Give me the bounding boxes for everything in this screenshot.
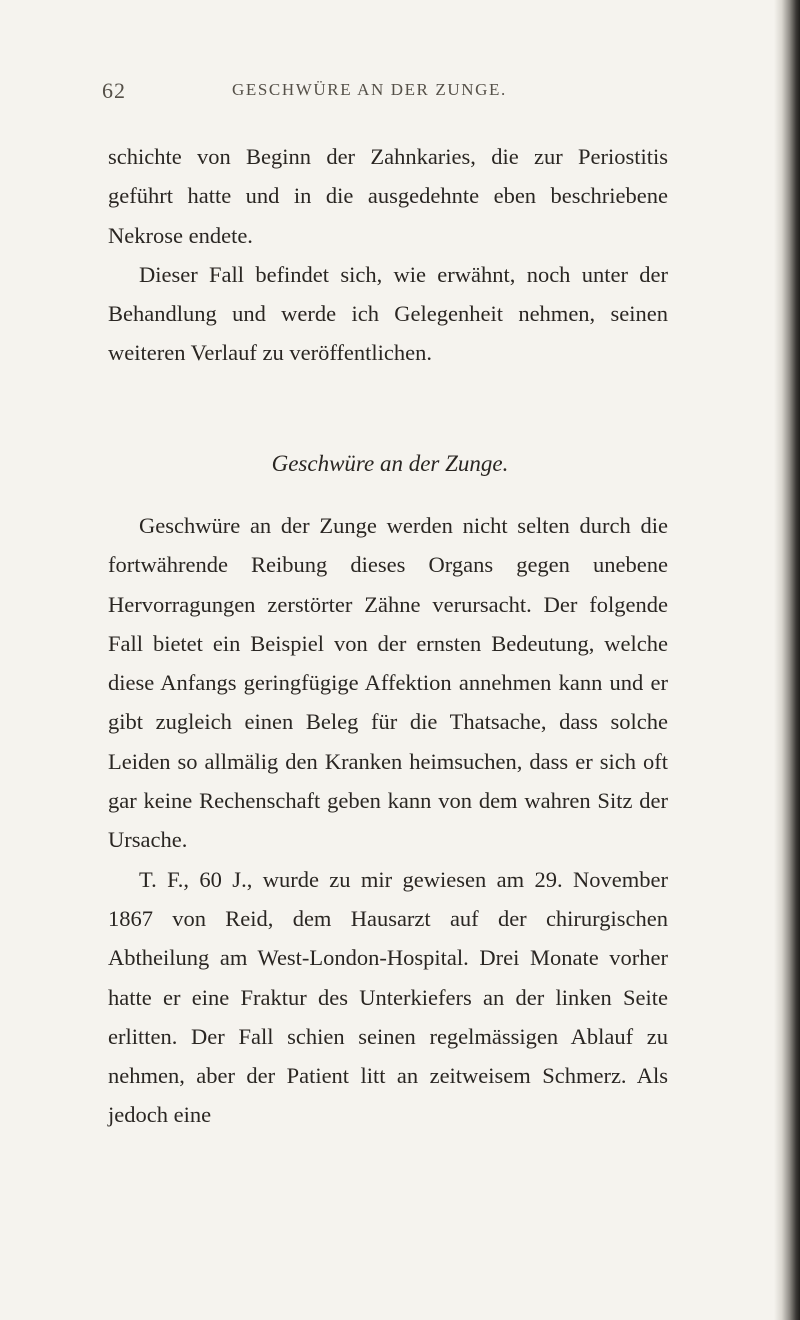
running-head: GESCHWÜRE AN DER ZUNGE.	[232, 80, 507, 99]
page-header	[0, 78, 800, 118]
page-number: 62	[102, 78, 126, 103]
paragraph: T. F., 60 J., wurde zu mir gewiesen am 29. November 1867 von Reid, dem Hausarzt auf der chirurgischen Abtheilung am West-London-Hospital. Drei Monate vorher hatte er eine Fraktur des Unterkiefers an der linken Seite erlitten. Der Fall schien seinen regelmässigen Ablauf zu nehmen, aber der Patient litt an zeitweisem Schmerz. Als jedoch eine	[108, 866, 668, 1128]
paragraph-continuation: schichte von Beginn der Zahnkaries, die zur Periostitis geführt hatte und in die ausgedehnte eben beschriebene Nekrose endete.	[108, 144, 668, 248]
paragraph: Geschwüre an der Zunge werden nicht selten durch die fortwährende Reibung dieses Organs gegen unebene Hervorragungen zerstörter Zähne verursacht. Der folgende Fall bietet ein Beispiel von der ernsten Bedeutung, welche diese Anfangs geringfügige Affektion annehmen kann und er gibt zugleich einen Beleg für die Thatsache, dass solche Leiden so allmälig den Kranken heimsuchen, dass er sich oft gar keine Rechenschaft geben kann von dem wahren Sitz der Ursache.	[108, 513, 668, 853]
page-edge-shadow	[774, 0, 800, 1320]
body-text-top	[108, 137, 668, 373]
section-title: Geschwüre an der Zunge.	[271, 451, 509, 476]
paragraph: Dieser Fall befindet sich, wie erwähnt, noch unter der Behandlung und werde ich Gelegenheit nehmen, seinen weiteren Verlauf zu veröffentlichen.	[108, 261, 668, 366]
body-text-bottom	[108, 506, 668, 1135]
